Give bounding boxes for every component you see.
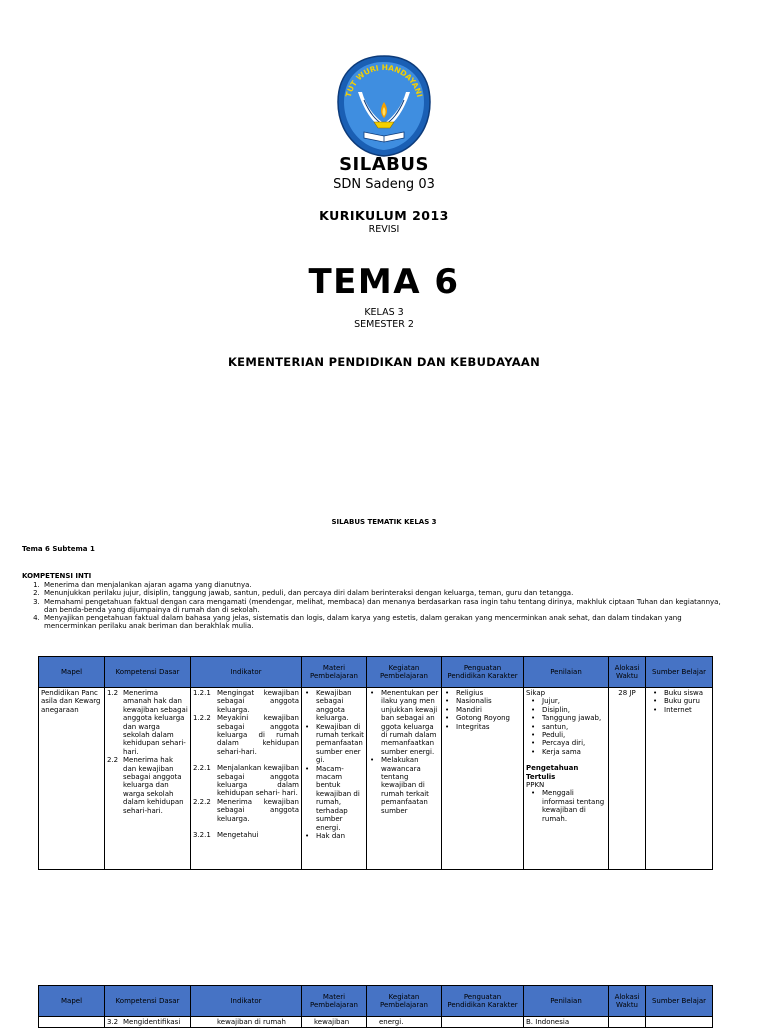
list-item: • Integritas	[454, 723, 521, 731]
indikator-item	[193, 831, 299, 839]
cell-sumber	[646, 688, 713, 870]
cell-kd	[105, 688, 191, 870]
revision-label: REVISI	[368, 224, 400, 235]
header-alokasi: Alokasi Waktu	[609, 657, 646, 688]
table-header-row	[39, 986, 713, 1017]
sikap-list	[526, 697, 606, 756]
indikator-item	[193, 714, 299, 756]
semester-label: SEMESTER 2	[354, 319, 414, 330]
header-kegiatan: Kegiatan Pembelajaran	[367, 986, 442, 1017]
list-item: • Internet	[662, 706, 710, 714]
indikator-text: Menjalankan kewajiban sebagai anggota keluarga dalam kehidupan sehari- hari.	[217, 764, 299, 798]
cell-kegiatan	[367, 688, 442, 870]
cell-sumber	[646, 1017, 713, 1028]
subtheme-label: Tema 6 Subtema 1	[22, 545, 95, 553]
kd-item	[107, 689, 188, 756]
ki-title: KOMPETENSI INTI	[22, 572, 92, 580]
cell-penilaian	[524, 688, 609, 870]
header-kompetensi-dasar: Kompetensi Dasar	[105, 657, 191, 688]
header-kompetensi-dasar: Kompetensi Dasar	[105, 986, 191, 1017]
ki-item: 1. Menerima dan menjalankan ajaran agama yang dianutnya.	[42, 581, 732, 589]
logo-motto: TUT WURI HANDAYANI	[343, 62, 425, 99]
cell-alokasi: 28 JP	[609, 688, 646, 870]
kd-number: 3.2	[107, 1018, 119, 1026]
indikator-number: 2.2.2	[193, 797, 211, 806]
list-item: • Kewajiban sebagai anggota keluarga.	[314, 689, 364, 723]
indikator-text: Mengetahui	[217, 831, 259, 840]
tut-wuri-handayani-logo	[334, 52, 434, 158]
syllabus-heading: SILABUS TEMATIK KELAS 3	[331, 518, 437, 526]
subject-label: PPKN	[526, 781, 545, 790]
theme-title: TEMA 6	[308, 262, 460, 302]
header-kegiatan: Kegiatan Pembelajaran	[367, 657, 442, 688]
indikator-item	[193, 689, 299, 714]
header-sumber: Sumber Belajar	[646, 657, 713, 688]
ministry-name: KEMENTERIAN PENDIDIKAN DAN KEBUDAYAAN	[227, 355, 541, 369]
list-item: • Macam-macam bentuk kewajiban di rumah, terhadap sumber energi.	[314, 765, 364, 832]
kd-text: Menerima amanah hak dan kewajiban sebagai anggota keluarga dan warga sekolah dalam kehidupan sehari-hari.	[123, 689, 188, 756]
cell-indikator: kewajiban di rumah	[191, 1017, 302, 1028]
indikator-number: 2.2.1	[193, 764, 211, 773]
list-item: • Menggali informasi tentang kewajiban di rumah.	[540, 789, 606, 823]
list-item: • Jujur,	[540, 697, 606, 705]
list-item: • Hak dan	[314, 832, 364, 840]
indikator-text: Mengingat kewajiban sebagai anggota keluarga.	[217, 689, 299, 714]
pengetahuan-list	[526, 789, 606, 823]
list-item: • Tanggung jawab,	[540, 714, 606, 722]
kd-number: 2.2	[107, 756, 119, 765]
indikator-number: 1.2.2	[193, 714, 211, 723]
ki-item: 2. Menunjukkan perilaku jujur, disiplin, tanggung jawab, santun, peduli, dan percaya diri dalam berinteraksi dengan keluarga, teman, guru dan tetangga.	[42, 589, 732, 597]
cell-alokasi	[609, 1017, 646, 1028]
table-row	[39, 688, 713, 870]
list-item: • Disiplin,	[540, 706, 606, 714]
header-materi: Materi Pembelajaran	[302, 657, 367, 688]
header-mapel: Mapel	[39, 657, 105, 688]
header-alokasi: Alokasi Waktu	[609, 986, 646, 1017]
cell-penilaian: B. Indonesia	[524, 1017, 609, 1028]
karakter-list	[444, 689, 521, 731]
ki-item: 3. Memahami pengetahuan faktual dengan cara mengamati (mendengar, melihat, membaca) dan menanya berdasarkan rasa ingin tahu tentang dirinya, makhluk ciptaan Tuhan dan kegiatannya, dan benda-benda yang dijumpainya di rumah dan di sekolah.	[42, 598, 732, 615]
list-item: • Percaya diri,	[540, 739, 606, 747]
sumber-list	[648, 689, 710, 714]
kegiatan-list	[369, 689, 439, 815]
table-row	[39, 1017, 713, 1028]
kd-text: Menerima hak dan kewajiban sebagai anggota keluarga dan warga sekolah dalam kehidupan sehari-hari.	[123, 756, 184, 815]
kd-item	[107, 1018, 188, 1026]
list-item: • Nasionalis	[454, 697, 521, 705]
list-item: • Religius	[454, 689, 521, 697]
sikap-label: Sikap	[526, 689, 546, 697]
cell-materi: kewajiban	[302, 1017, 367, 1028]
header-indikator: Indikator	[191, 986, 302, 1017]
class-label: KELAS 3	[364, 307, 404, 318]
header-indikator: Indikator	[191, 657, 302, 688]
cell-kd	[105, 1017, 191, 1028]
kd-item	[107, 756, 188, 815]
header-penilaian: Penilaian	[524, 986, 609, 1017]
table-header-row	[39, 657, 713, 688]
indikator-text: Menerima kewajiban sebagai anggota keluarga.	[217, 797, 299, 823]
list-item: • Buku siswa	[662, 689, 710, 697]
school-name: SDN Sadeng 03	[333, 177, 435, 192]
header-karakter: Penguatan Pendidikan Karakter	[442, 986, 524, 1017]
list-item: • Melakukan wawancara tentang kewajiban di rumah terkait pemanfaatan sumber	[379, 756, 439, 815]
indikator-number: 3.2.1	[193, 831, 211, 840]
ki-item: 4. Menyajikan pengetahuan faktual dalam bahasa yang jelas, sistematis dan logis, dalam karya yang estetis, dalam gerakan yang mencerminkan anak sehat, dan dalam tindakan yang mencerminkan perilaku anak beriman dan berakhlak mulia.	[42, 614, 732, 631]
cell-mapel	[39, 1017, 105, 1028]
list-item: • Peduli,	[540, 731, 606, 739]
syllabus-table-continued	[38, 985, 713, 1028]
kd-text: Mengidentifikasi	[123, 1018, 181, 1026]
header-materi: Materi Pembelajaran	[302, 986, 367, 1017]
cover-title: SILABUS	[339, 154, 429, 175]
cell-materi	[302, 688, 367, 870]
header-mapel: Mapel	[39, 986, 105, 1017]
list-item: • Kewajiban di rumah terkait pemanfaatan sumber energi.	[314, 723, 364, 765]
indikator-number: 1.2.1	[193, 689, 211, 697]
cell-karakter	[442, 688, 524, 870]
indikator-text: Meyakini kewajiban sebagai anggota keluarga di rumah dalam kehidupan sehari-hari.	[217, 714, 299, 756]
list-item: • Buku guru	[662, 697, 710, 705]
cell-karakter	[442, 1017, 524, 1028]
kd-number: 1.2	[107, 689, 119, 697]
list-item: • Menentukan perilaku yang menunjukkan kewajiban sebagai anggota keluarga di rumah dalam memanfaatkan sumber energi.	[379, 689, 439, 756]
header-sumber: Sumber Belajar	[646, 986, 713, 1017]
cell-kegiatan: energi.	[367, 1017, 442, 1028]
cell-mapel: Pendidikan Pancasila dan Kewarganegaraan	[39, 688, 105, 870]
header-karakter: Penguatan Pendidikan Karakter	[442, 657, 524, 688]
list-item: • Kerja sama	[540, 748, 606, 756]
ki-list	[22, 581, 732, 631]
list-item: • santun,	[540, 723, 606, 731]
list-item: • Mandiri	[454, 706, 521, 714]
indikator-item	[193, 798, 299, 823]
pengetahuan-label: Pengetahuan Tertulis	[526, 764, 579, 781]
materi-list	[304, 689, 364, 840]
list-item: • Gotong Royong	[454, 714, 521, 722]
indikator-item	[193, 764, 299, 798]
header-penilaian: Penilaian	[524, 657, 609, 688]
curriculum-label: KURIKULUM 2013	[319, 208, 449, 223]
cell-indikator	[191, 688, 302, 870]
syllabus-table	[38, 656, 713, 870]
